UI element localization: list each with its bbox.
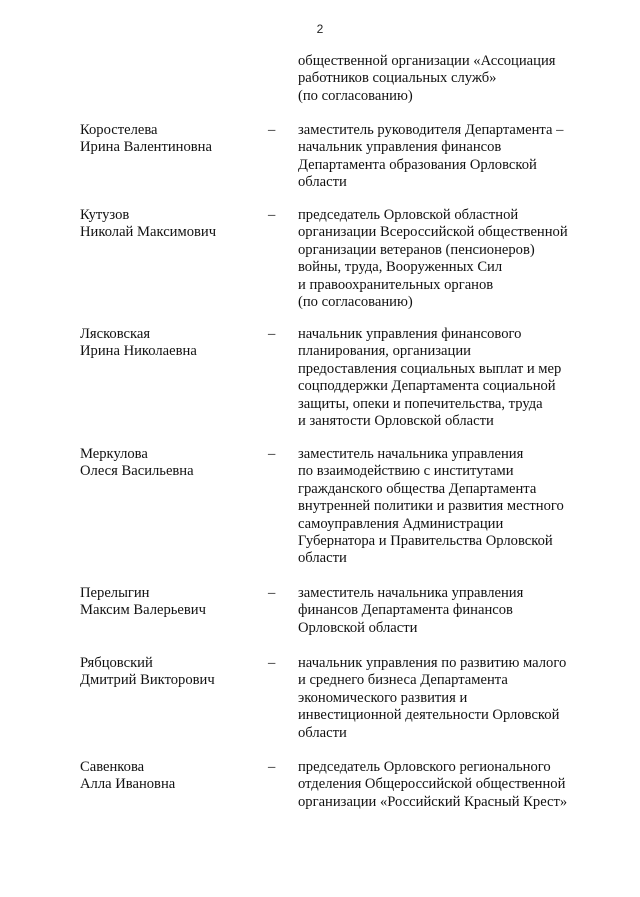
description-line: защиты, опеки и попечительства, труда <box>298 395 543 412</box>
dash-separator: – <box>268 326 276 342</box>
description-line: соцподдержки Департамента социальной <box>298 378 556 395</box>
description-line: общественной организации «Ассоциация <box>298 53 556 69</box>
member-surname: Савенкова <box>80 759 145 775</box>
continued-description <box>298 53 598 105</box>
description-line: и занятости Орловской области <box>298 413 494 430</box>
description-line: (по согласованию) <box>298 87 413 104</box>
member-given-name: Ирина Николаевна <box>80 343 197 360</box>
description-line: отделения Общероссийской общественной <box>298 776 566 793</box>
member-surname: Рябцовский <box>80 655 153 671</box>
member-given-name: Алла Ивановна <box>80 776 176 793</box>
member-given-name: Олеся Васильевна <box>80 463 194 480</box>
member-description <box>298 446 598 568</box>
member-description <box>298 207 598 311</box>
description-line: Департамента образования Орловской <box>298 156 537 173</box>
member-name <box>80 759 260 794</box>
description-line: Губернатора и Правительства Орловской <box>298 533 553 550</box>
description-line: заместитель начальника управления <box>298 585 524 601</box>
member-surname: Лясковская <box>80 326 151 342</box>
page-number: 2 <box>316 22 324 36</box>
description-line: начальник управления финансов <box>298 139 502 156</box>
description-line: заместитель руководителя Департамента – <box>298 122 564 138</box>
description-line: начальник управления финансового <box>298 326 522 342</box>
description-line: гражданского общества Департамента <box>298 480 537 497</box>
description-line: области <box>298 550 347 567</box>
dash-separator: – <box>268 207 276 223</box>
description-line: предоставления социальных выплат и мер <box>298 360 562 377</box>
dash-separator: – <box>268 122 276 138</box>
member-given-name: Дмитрий Викторович <box>80 672 215 689</box>
member-name <box>80 207 260 242</box>
description-line: организации ветеранов (пенсионеров) <box>298 241 535 258</box>
dash-separator: – <box>268 759 276 775</box>
description-line: начальник управления по развитию малого <box>298 655 567 671</box>
member-name <box>80 122 260 157</box>
description-line: и правоохранительных органов <box>298 276 494 293</box>
member-name <box>80 326 260 361</box>
member-given-name: Николай Максимович <box>80 224 217 241</box>
description-line: организации «Российский Красный Крест» <box>298 793 568 810</box>
description-line: инвестиционной деятельности Орловской <box>298 707 560 724</box>
description-line: председатель Орловского регионального <box>298 759 551 775</box>
member-name <box>80 446 260 481</box>
description-line: организации Всероссийской общественной <box>298 224 568 241</box>
description-line: председатель Орловской областной <box>298 207 519 223</box>
member-given-name: Ирина Валентиновна <box>80 139 212 156</box>
member-description <box>298 655 598 742</box>
description-line: планирования, организации <box>298 343 471 360</box>
description-line: (по согласованию) <box>298 294 413 311</box>
description-line: экономического развития и <box>298 689 468 706</box>
member-surname: Перелыгин <box>80 585 150 601</box>
member-surname: Коростелева <box>80 122 158 138</box>
description-line: области <box>298 724 347 741</box>
description-line: и среднего бизнеса Департамента <box>298 672 508 689</box>
member-description <box>298 326 598 430</box>
description-line: внутренней политики и развития местного <box>298 498 564 515</box>
description-line: заместитель начальника управления <box>298 446 524 462</box>
description-line: по взаимодействию с институтами <box>298 463 514 480</box>
description-line: финансов Департамента финансов <box>298 602 513 619</box>
member-name <box>80 655 260 690</box>
description-line: самоуправления Администрации <box>298 515 504 532</box>
dash-separator: – <box>268 585 276 601</box>
description-line: войны, труда, Вооруженных Сил <box>298 259 503 276</box>
member-given-name: Максим Валерьевич <box>80 602 206 619</box>
dash-separator: – <box>268 446 276 462</box>
member-description <box>298 759 598 811</box>
description-line: Орловской области <box>298 619 418 636</box>
member-description <box>298 122 598 192</box>
dash-separator: – <box>268 655 276 671</box>
description-line: области <box>298 174 347 191</box>
description-line: работников социальных служб» <box>298 70 497 87</box>
member-surname: Кутузов <box>80 207 130 223</box>
member-name <box>80 585 260 620</box>
member-surname: Меркулова <box>80 446 148 462</box>
member-description <box>298 585 598 637</box>
